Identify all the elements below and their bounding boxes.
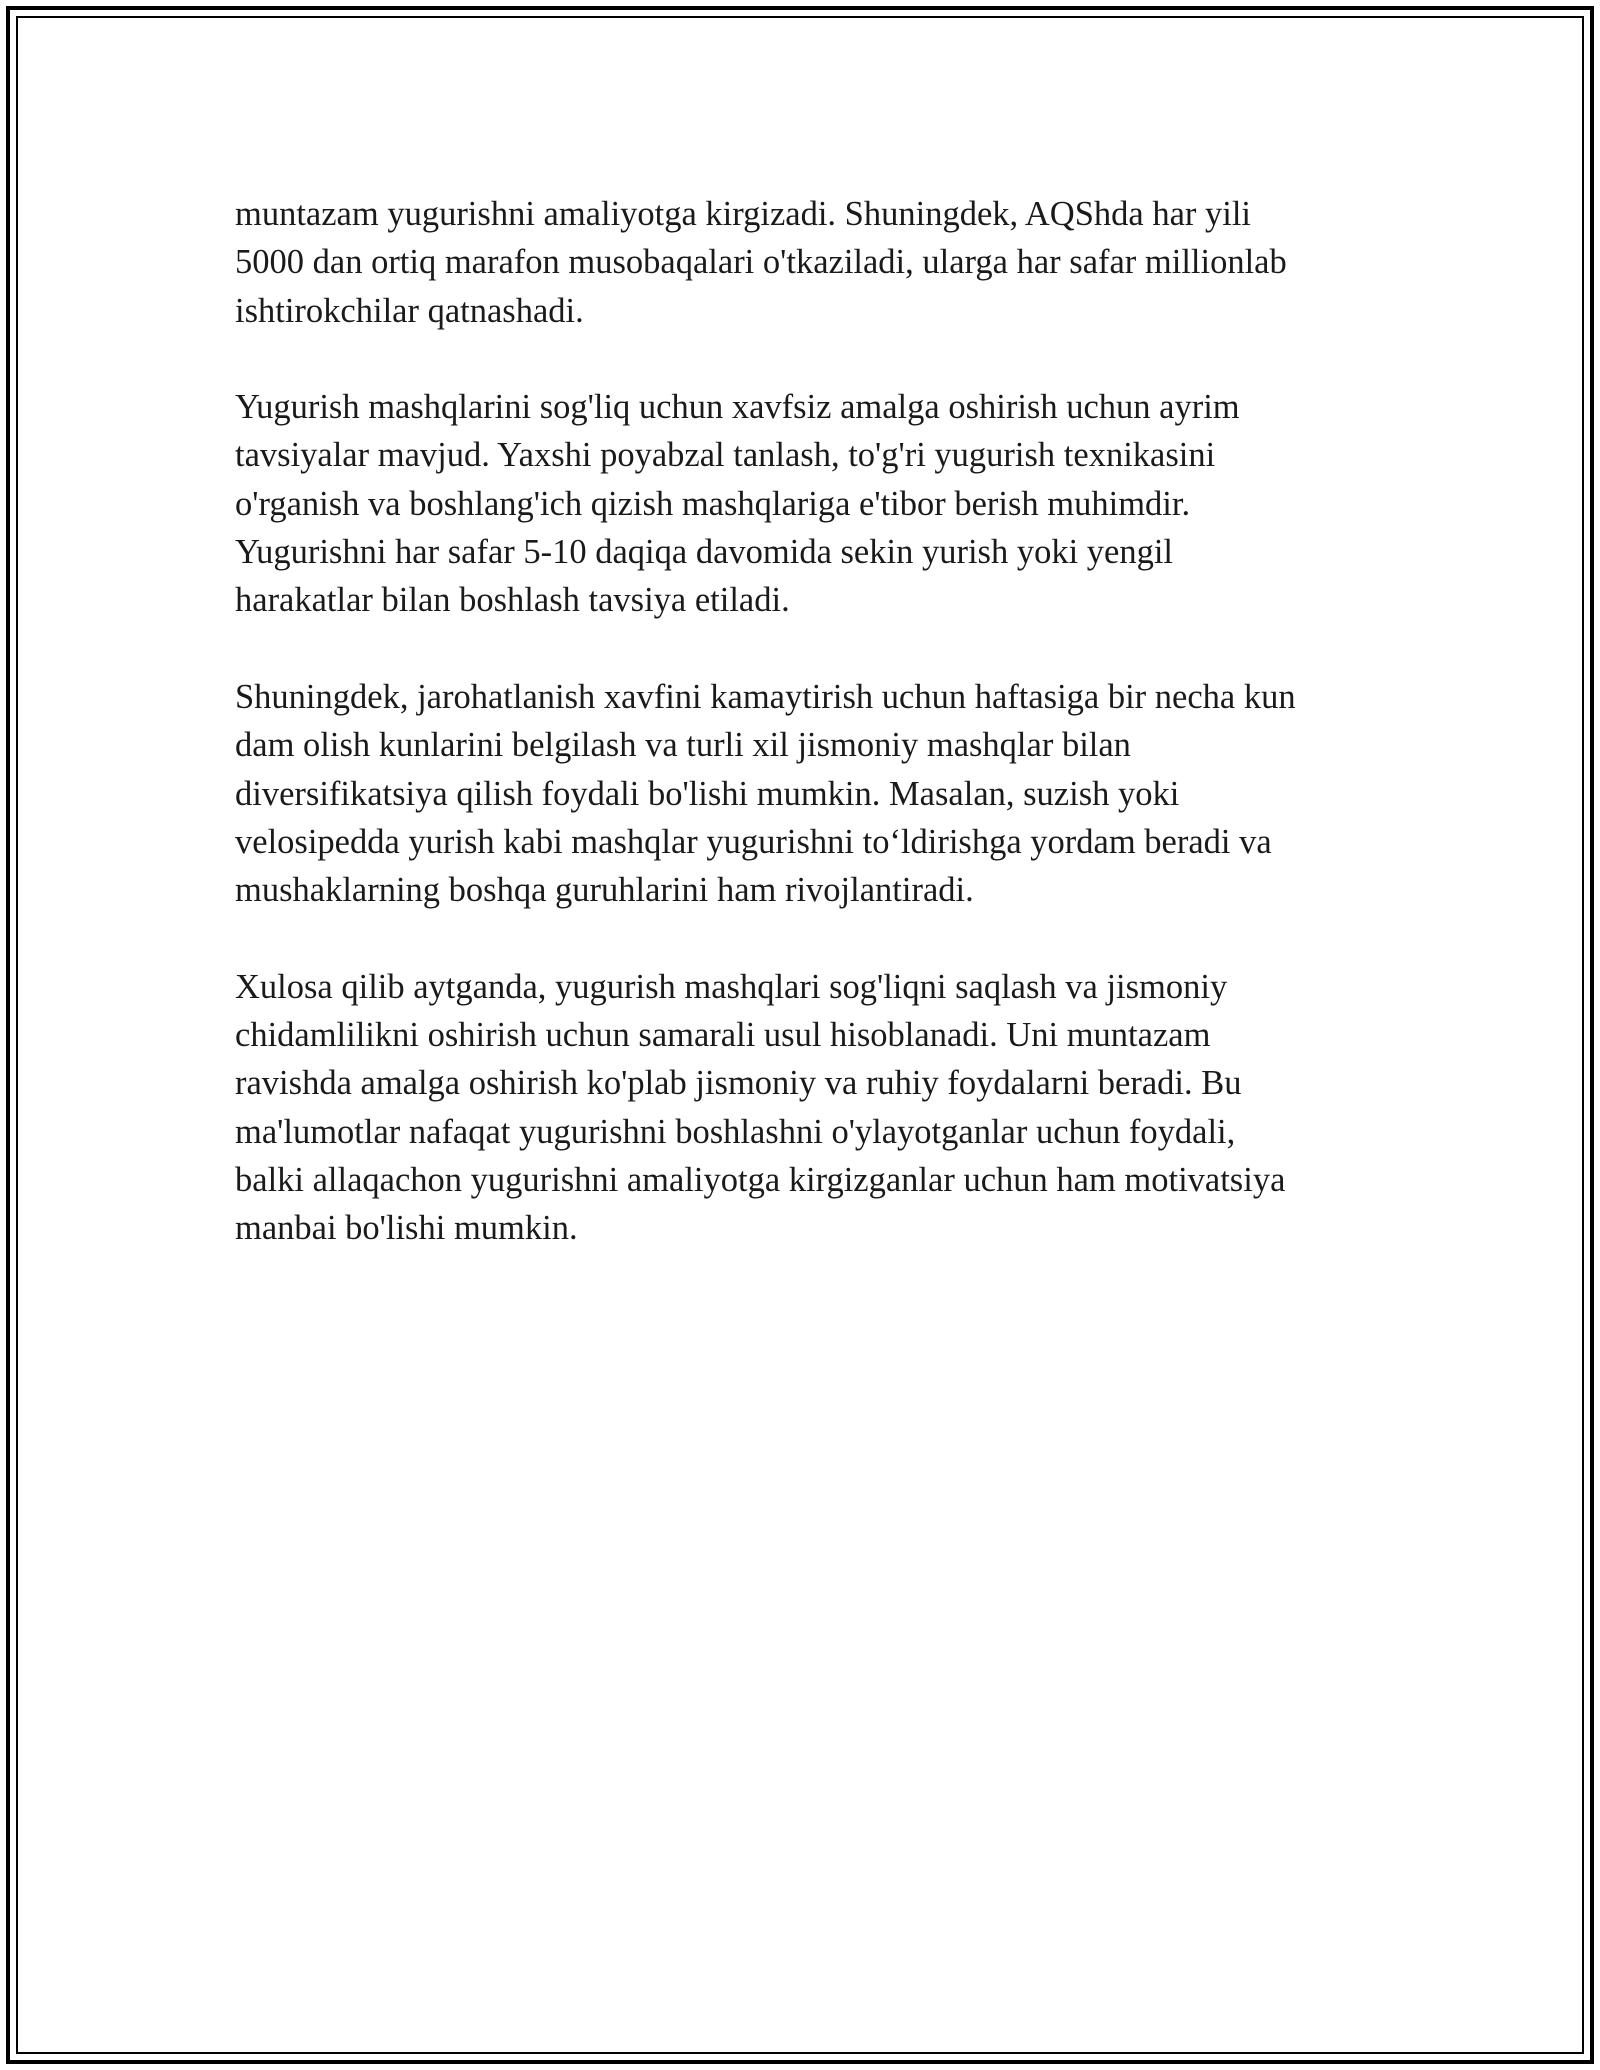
paragraph-2: Yugurish mashqlarini sog'liq uchun xavfsiz amalga oshirish uchun ayrim tavsiyalar mavjud. Yaxshi poyabzal tanlash, to'g'ri yugurish texnikasini o'rganish va boshlang'ich qizish mashqlariga e'tibor berish muhimdir. Yugurishni har safar 5-10 daqiqa davomida sekin yurish yoki yengil harakatlar bilan boshlash tavsiya etiladi. xyxy=(235,388,1240,620)
paragraph-3: Shuningdek, jarohatlanish xavfini kamaytirish uchun haftasiga bir necha kun dam olish kunlarini belgilash va turli xil jismoniy mashqlar bilan diversifikatsiya qilish foydali bo'lishi mumkin. Masalan, suzish yoki velosipedda yurish kabi mashqlar yugurishni to‘ldirishga yordam beradi va mushaklarning boshqa guruhlarini ham rivojlantiradi. xyxy=(235,677,1296,910)
paragraph-1: muntazam yugurishni amaliyotga kirgizadi. Shuningdek, AQShda har yili 5000 dan ortiq marafon musobaqalari o'tkaziladi, ularga har safar millionlab ishtirokchilar qatnashadi. xyxy=(235,195,1287,330)
paragraph-4: Xulosa qilib aytganda, yugurish mashqlari sog'liqni saqlash va jismoniy chidamlilikni oshirish uchun samarali usul hisoblanadi. Uni muntazam ravishda amalga oshirish ko'plab jismoniy va ruhiy foydalarni beradi. Bu ma'lumotlar nafaqat yugurishni boshlashni o'ylayotganlar uchun foydali, balki allaqachon yugurishni amaliyotga kirgizganlar uchun ham motivatsiya manbai bo'lishi mumkin. xyxy=(235,967,1286,1248)
document-body xyxy=(235,190,1385,1301)
